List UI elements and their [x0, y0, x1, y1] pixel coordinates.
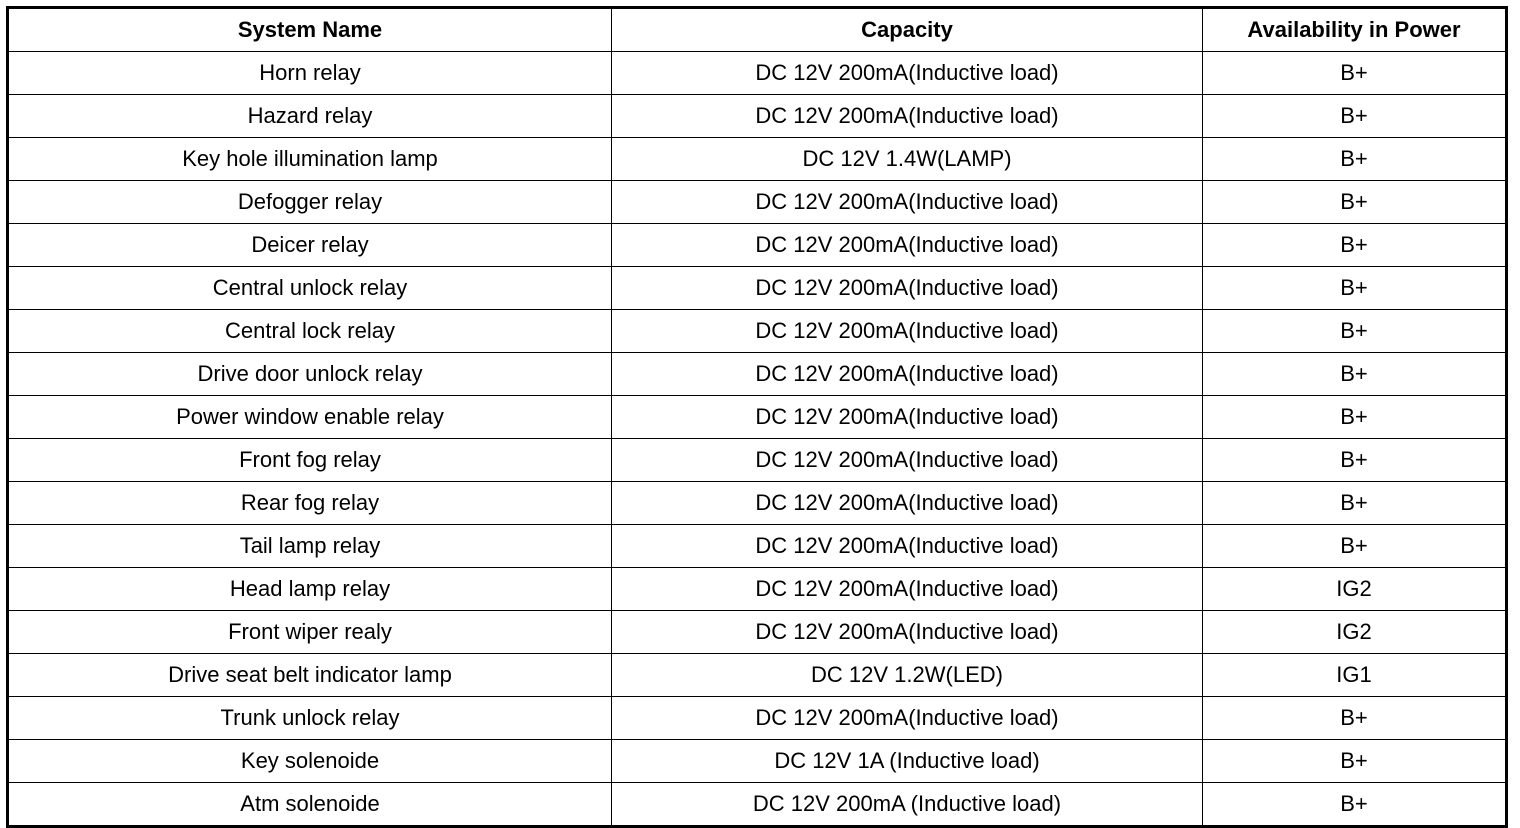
cell-system-name: Deicer relay [8, 224, 612, 267]
cell-system-name: Front fog relay [8, 439, 612, 482]
table-row [8, 353, 1507, 396]
cell-capacity: DC 12V 200mA(Inductive load) [612, 482, 1203, 525]
cell-capacity: DC 12V 1.2W(LED) [612, 654, 1203, 697]
cell-availability-in-power: B+ [1203, 697, 1507, 740]
cell-availability-in-power: B+ [1203, 95, 1507, 138]
cell-availability-in-power: B+ [1203, 525, 1507, 568]
table-body [8, 52, 1507, 827]
cell-system-name: Rear fog relay [8, 482, 612, 525]
cell-availability-in-power: B+ [1203, 482, 1507, 525]
cell-system-name: Horn relay [8, 52, 612, 95]
table-row [8, 611, 1507, 654]
cell-capacity: DC 12V 200mA(Inductive load) [612, 697, 1203, 740]
cell-capacity: DC 12V 200mA(Inductive load) [612, 439, 1203, 482]
cell-availability-in-power: B+ [1203, 439, 1507, 482]
cell-capacity: DC 12V 200mA(Inductive load) [612, 224, 1203, 267]
cell-system-name: Hazard relay [8, 95, 612, 138]
cell-capacity: DC 12V 200mA(Inductive load) [612, 568, 1203, 611]
cell-availability-in-power: B+ [1203, 138, 1507, 181]
header-capacity: Capacity [612, 8, 1203, 52]
header-system-name: System Name [8, 8, 612, 52]
cell-availability-in-power: B+ [1203, 740, 1507, 783]
cell-system-name: Front wiper realy [8, 611, 612, 654]
cell-capacity: DC 12V 200mA(Inductive load) [612, 52, 1203, 95]
cell-capacity: DC 12V 200mA(Inductive load) [612, 611, 1203, 654]
cell-capacity: DC 12V 200mA(Inductive load) [612, 95, 1203, 138]
cell-system-name: Defogger relay [8, 181, 612, 224]
cell-system-name: Tail lamp relay [8, 525, 612, 568]
cell-availability-in-power: IG2 [1203, 568, 1507, 611]
table-row [8, 396, 1507, 439]
spec-table [6, 6, 1508, 828]
table-row [8, 654, 1507, 697]
table-row [8, 783, 1507, 827]
cell-capacity: DC 12V 200mA(Inductive load) [612, 353, 1203, 396]
cell-system-name: Drive door unlock relay [8, 353, 612, 396]
cell-capacity: DC 12V 200mA(Inductive load) [612, 525, 1203, 568]
table-row [8, 482, 1507, 525]
cell-system-name: Atm solenoide [8, 783, 612, 827]
table-row [8, 267, 1507, 310]
table-row [8, 95, 1507, 138]
table-row [8, 224, 1507, 267]
cell-system-name: Key solenoide [8, 740, 612, 783]
cell-availability-in-power: IG2 [1203, 611, 1507, 654]
cell-capacity: DC 12V 200mA(Inductive load) [612, 181, 1203, 224]
cell-availability-in-power: B+ [1203, 224, 1507, 267]
header-availability-in-power: Availability in Power [1203, 8, 1507, 52]
header-row [8, 8, 1507, 52]
cell-system-name: Key hole illumination lamp [8, 138, 612, 181]
cell-availability-in-power: IG1 [1203, 654, 1507, 697]
cell-capacity: DC 12V 1.4W(LAMP) [612, 138, 1203, 181]
cell-system-name: Central lock relay [8, 310, 612, 353]
cell-availability-in-power: B+ [1203, 52, 1507, 95]
cell-availability-in-power: B+ [1203, 783, 1507, 827]
table-row [8, 697, 1507, 740]
cell-availability-in-power: B+ [1203, 310, 1507, 353]
table-row [8, 568, 1507, 611]
cell-capacity: DC 12V 1A (Inductive load) [612, 740, 1203, 783]
cell-capacity: DC 12V 200mA(Inductive load) [612, 396, 1203, 439]
cell-availability-in-power: B+ [1203, 267, 1507, 310]
cell-system-name: Head lamp relay [8, 568, 612, 611]
cell-capacity: DC 12V 200mA (Inductive load) [612, 783, 1203, 827]
table-header [8, 8, 1507, 52]
table-row [8, 439, 1507, 482]
table-row [8, 525, 1507, 568]
cell-capacity: DC 12V 200mA(Inductive load) [612, 310, 1203, 353]
table-row [8, 52, 1507, 95]
cell-availability-in-power: B+ [1203, 353, 1507, 396]
table-row [8, 740, 1507, 783]
cell-availability-in-power: B+ [1203, 396, 1507, 439]
cell-availability-in-power: B+ [1203, 181, 1507, 224]
cell-capacity: DC 12V 200mA(Inductive load) [612, 267, 1203, 310]
table-row [8, 310, 1507, 353]
cell-system-name: Trunk unlock relay [8, 697, 612, 740]
table-row [8, 138, 1507, 181]
cell-system-name: Drive seat belt indicator lamp [8, 654, 612, 697]
table-row [8, 181, 1507, 224]
cell-system-name: Power window enable relay [8, 396, 612, 439]
cell-system-name: Central unlock relay [8, 267, 612, 310]
